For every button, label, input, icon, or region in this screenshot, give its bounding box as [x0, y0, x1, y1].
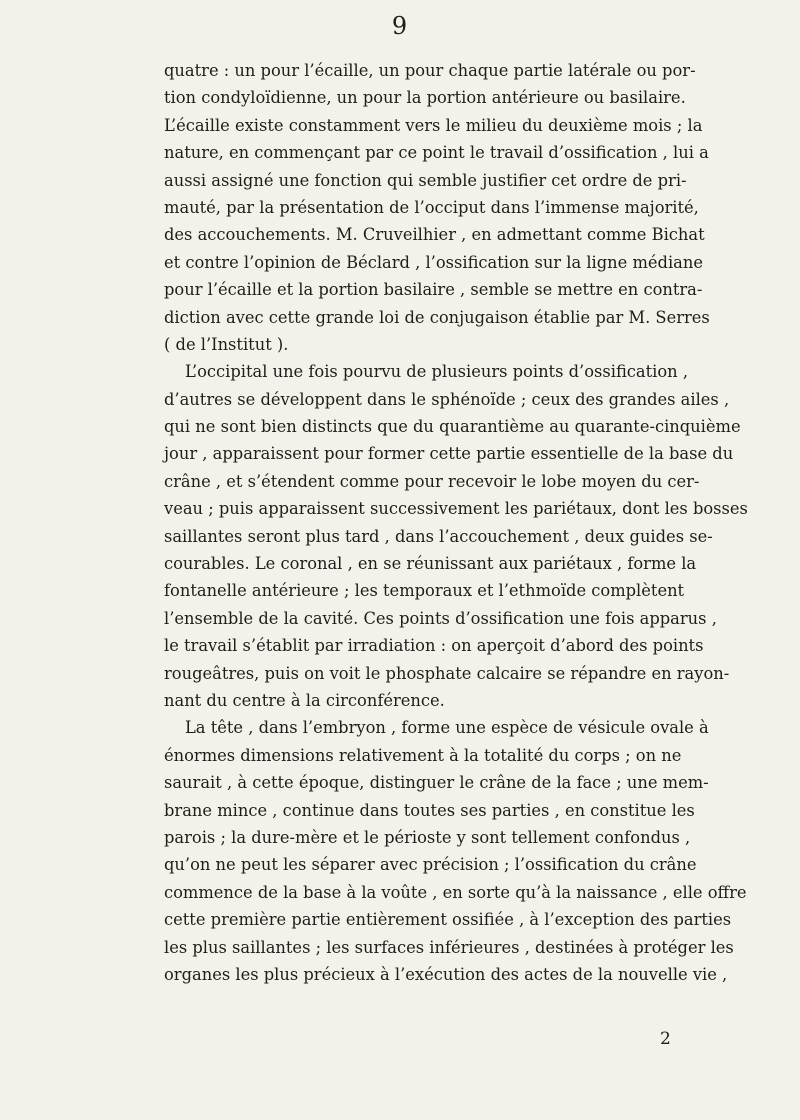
- text-line: pour l’écaille et la portion basilaire , semble se mettre en contra-: [164, 280, 703, 300]
- text-line: diction avec cette grande loi de conjugaison établie par M. Serres: [164, 307, 710, 327]
- text-line: ( de l’Institut ).: [164, 334, 289, 354]
- signature-mark: 2: [660, 1029, 671, 1049]
- text-line: les plus saillantes ; les surfaces inférieures , destinées à protéger les: [164, 937, 734, 957]
- body-text: [164, 57, 748, 988]
- text-line: nant du centre à la circonférence.: [164, 690, 445, 710]
- text-line: brane mince , continue dans toutes ses parties , en constitue les: [164, 800, 695, 820]
- text-line: parois ; la dure-mère et le périoste y sont tellement confondus ,: [164, 827, 691, 847]
- text-line: jour , apparaissent pour former cette partie essentielle de la base du: [164, 444, 734, 464]
- text-line: La tête , dans l’embryon , forme une espèce de vésicule ovale à: [185, 718, 709, 738]
- text-line: L’occipital une fois pourvu de plusieurs points d’ossification ,: [185, 362, 689, 382]
- text-line: saillantes seront plus tard , dans l’accouchement , deux guides se-: [164, 526, 713, 546]
- text-line: aussi assigné une fonction qui semble justifier cet ordre de pri-: [164, 170, 687, 190]
- text-line: rougeâtres, puis on voit le phosphate calcaire se répandre en rayon-: [164, 663, 730, 683]
- text-line: énormes dimensions relativement à la totalité du corps ; on ne: [164, 745, 682, 765]
- text-line: et contre l’opinion de Béclard , l’ossification sur la ligne médiane: [164, 252, 704, 272]
- text-line: le travail s’établit par irradiation : on aperçoit d’abord des points: [164, 636, 704, 656]
- text-line: L’écaille existe constamment vers le milieu du deuxième mois ; la: [164, 115, 703, 135]
- text-line: nature, en commençant par ce point le travail d’ossification , lui a: [164, 143, 709, 163]
- text-line: tion condyloïdienne, un pour la portion antérieure ou basilaire.: [164, 88, 686, 108]
- text-line: qui ne sont bien distincts que du quarantième au quarante-cinquième: [164, 417, 741, 437]
- text-line: l’ensemble de la cavité. Ces points d’ossification une fois apparus ,: [164, 608, 717, 628]
- page-number: 9: [391, 12, 409, 40]
- text-line: mauté, par la présentation de l’occiput dans l’immense majorité,: [164, 197, 699, 217]
- text-line: qu’on ne peut les séparer avec précision ; l’ossification du crâne: [164, 855, 697, 875]
- text-line: quatre : un pour l’écaille, un pour chaque partie latérale ou por-: [164, 61, 696, 80]
- text-line: crâne , et s’étendent comme pour recevoir le lobe moyen du cer-: [164, 471, 700, 491]
- text-line: d’autres se développent dans le sphénoïde ; ceux des grandes ailes ,: [164, 389, 730, 409]
- text-line: saurait , à cette époque, distinguer le crâne de la face ; une mem-: [164, 773, 709, 793]
- text-line: des accouchements. M. Cruveilhier , en admettant comme Bichat: [164, 225, 705, 245]
- text-line: cette première partie entièrement ossifiée , à l’exception des parties: [164, 910, 732, 930]
- text-line: organes les plus précieux à l’exécution des actes de la nouvelle vie ,: [164, 964, 728, 984]
- text-line: commence de la base à la voûte , en sorte qu’à la naissance , elle offre: [164, 882, 747, 902]
- text-line: veau ; puis apparaissent successivement les pariétaux, dont les bosses: [164, 499, 748, 519]
- text-line: fontanelle antérieure ; les temporaux et l’ethmoïde complètent: [164, 581, 685, 601]
- text-line: courables. Le coronal , en se réunissant aux pariétaux , forme la: [164, 554, 697, 574]
